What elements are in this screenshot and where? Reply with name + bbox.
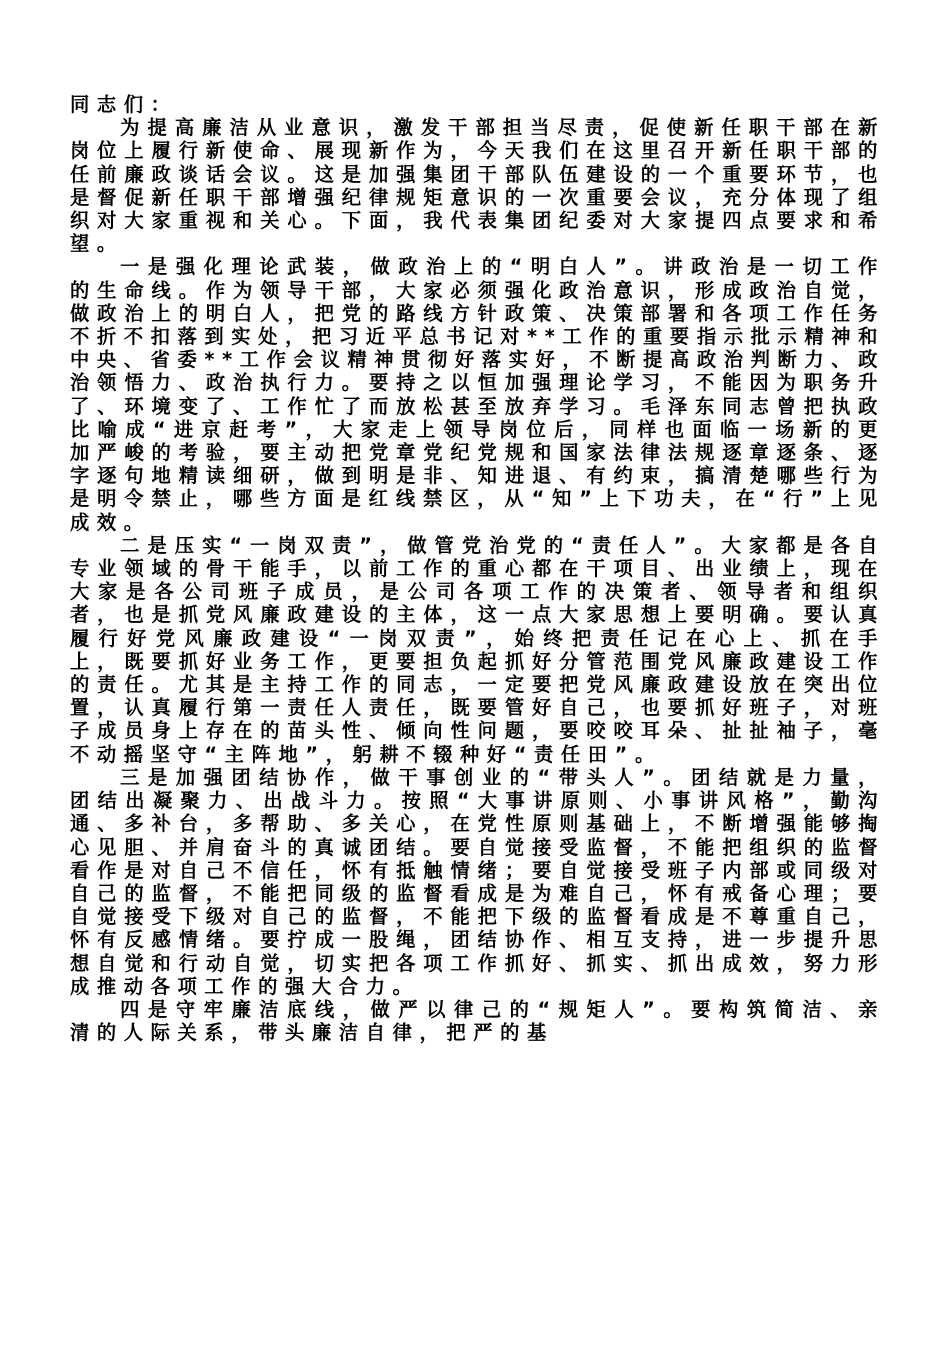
salutation: 同志们： <box>70 93 178 116</box>
document-page <box>70 93 885 1044</box>
paragraph-point-one: 一是强化理论武装，做政治上的“明白人”。讲政治是一切工作的生命线。作为领导干部，大家必须强化政治意识，形成政治自觉，做政治上的明白人，把党的路线方针政策、决策部署和各项工作任务不折不扣落到实处，把习近平总书记对**工作的重要指示批示精神和中央、省委**工作会议精神贯彻好落实好，不断提高政治判断力、政治领悟力、政治执行力。要持之以恒加强理论学习，不能因为职务升了、环境变了、工作忙了而放松甚至放弃学习。毛泽东同志曾把执政比喻成“进京赶考”，大家走上领导岗位后，同样也面临一场新的更加严峻的考验，要主动把党章党纪党规和国家法律法规逐章逐条、逐字逐句地精读细研，做到明是非、知进退、有约束，搞清楚哪些行为是明令禁止，哪些方面是红线禁区，从“知”上下功夫，在“行”上见成效。 <box>70 255 885 534</box>
paragraph-intro: 为提高廉洁从业意识，激发干部担当尽责，促使新任职干部在新岗位上履行新使命、展现新作为，今天我们在这里召开新任职干部的任前廉政谈话会议。这是加强集团干部队伍建设的一个重要环节，也是督促新任职干部增强纪律规矩意识的一次重要会议，充分体现了组织对大家重视和关心。下面，我代表集团纪委对大家提四点要求和希望。 <box>70 116 885 256</box>
paragraph-point-three: 三是加强团结协作，做干事创业的“带头人”。团结就是力量，团结出凝聚力、出战斗力。按照“大事讲原则、小事讲风格”，勤沟通、多补台，多帮助、多关心，在党性原则基础上，不断增强能够掏心见胆、并肩奋斗的真诚团结。要自觉接受监督，不能把组织的监督看作是对自己不信任，怀有抵触情绪；要自觉接受班子内部或同级对自己的监督，不能把同级的监督看成是为难自己，怀有戒备心理；要自觉接受下级对自己的监督，不能把下级的监督看成是不尊重自己，怀有反感情绪。要拧成一股绳，团结协作、相互支持，进一步提升思想自觉和行动自觉，切实把各项工作抓好、抓实、抓出成效，努力形成推动各项工作的强大合力。 <box>70 765 885 998</box>
paragraph-point-four: 四是守牢廉洁底线，做严以律己的“规矩人”。要构筑简洁、亲清的人际关系，带头廉洁自律，把严的基 <box>70 997 885 1045</box>
paragraph-point-two: 二是压实“一岗双责”，做管党治党的“责任人”。大家都是各自专业领域的骨干能手，以前工作的重心都在干项目、出业绩上，现在大家是各公司班子成员，是公司各项工作的决策者、领导者和组织者，也是抓党风廉政建设的主体，这一点大家思想上要明确。要认真履行好党风廉政建设“一岗双责”，始终把责任记在心上、抓在手上，既要抓好业务工作，更要担负起抓好分管范围党风廉政建设工作的责任。尤其是主持工作的同志，一定要把党风廉政建设放在突出位置，认真履行第一责任人责任，既要管好自己，也要抓好班子，对班子成员身上存在的苗头性、倾向性问题，要咬咬耳朵、扯扯袖子，毫不动摇坚守“主阵地”，躬耕不辍种好“责任田”。 <box>70 533 885 766</box>
